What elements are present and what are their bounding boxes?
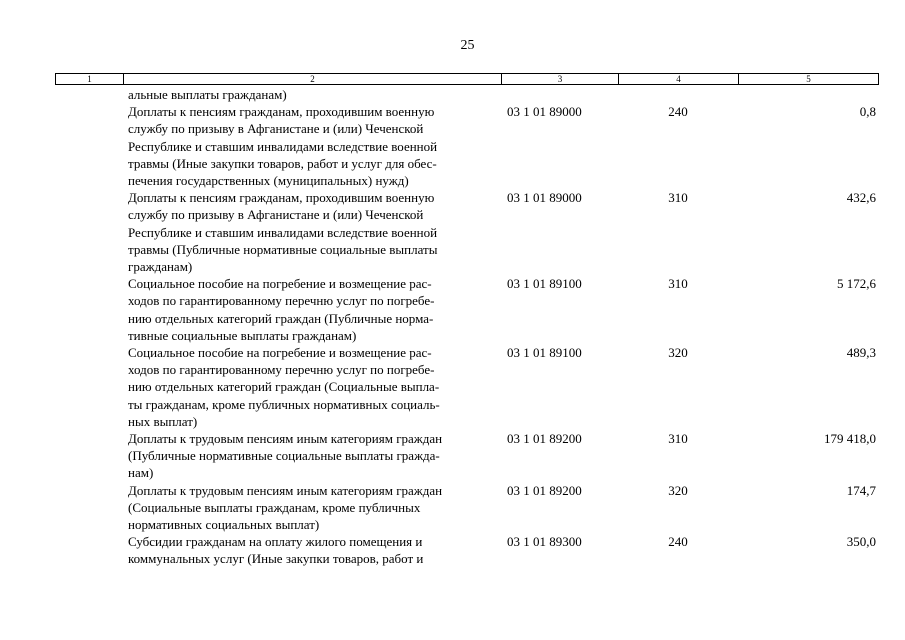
header-col-3: 3	[502, 74, 619, 84]
table-row	[55, 275, 879, 344]
header-col-1: 1	[56, 74, 124, 84]
table-row	[55, 189, 879, 275]
row-amount: 0,8	[859, 104, 876, 120]
row-description: Субсидии гражданам на оплату жилого помещения и коммунальных услуг (Иные закупки товаров, работ и	[128, 534, 424, 567]
row-amount: 350,0	[846, 534, 876, 550]
table-header	[55, 73, 879, 85]
row-type: 310	[668, 431, 688, 447]
table-row	[55, 482, 879, 534]
row-type: 310	[668, 276, 688, 292]
row-amount: 5 172,6	[837, 276, 876, 292]
row-description: Доплаты к пенсиям гражданам, проходившим военную службу по призыву в Афганистане и (или) Чеченской Республике и ставшим инвалидами вследствие военной травмы (Публичные нормативные социальные выплаты гражданам)	[128, 190, 438, 275]
row-type: 320	[668, 482, 688, 498]
table-row	[55, 533, 879, 567]
header-col-2: 2	[124, 74, 502, 84]
row-amount: 489,3	[846, 345, 876, 361]
row-amount: 179 418,0	[824, 431, 876, 447]
continuation-text: альные выплаты гражданам)	[128, 87, 287, 102]
header-col-4: 4	[619, 74, 739, 84]
row-code: 03 1 01 89000	[507, 190, 582, 206]
row-type: 320	[668, 345, 688, 361]
row-code: 03 1 01 89200	[507, 482, 582, 498]
row-type: 240	[668, 534, 688, 550]
row-code: 03 1 01 89200	[507, 431, 582, 447]
row-code: 03 1 01 89100	[507, 276, 582, 292]
table-row	[55, 430, 879, 482]
row-amount: 432,6	[846, 190, 876, 206]
row-description: Доплаты к трудовым пенсиям иным категориям граждан (Публичные нормативные социальные выплаты гражда- нам)	[128, 431, 443, 481]
table-row	[55, 344, 879, 430]
page-number: 25	[460, 38, 475, 53]
row-description: Доплаты к трудовым пенсиям иным категориям граждан (Социальные выплаты гражданам, кроме публичных нормативных социальных выплат)	[128, 482, 443, 533]
row-code: 03 1 01 89000	[507, 104, 582, 120]
header-col-5: 5	[806, 74, 811, 84]
row-type: 240	[668, 104, 688, 120]
row-description: Социальное пособие на погребение и возмещение рас- ходов по гарантированному перечню услуг по погребе- нию отдельных категорий граждан (Социальные выпла- ты гражданам, кроме публичных нормативных социаль- ных выплат)	[128, 345, 440, 429]
row-code: 03 1 01 89100	[507, 345, 582, 361]
continuation-row	[55, 86, 879, 103]
row-type: 310	[668, 190, 688, 206]
table-body	[55, 86, 879, 568]
row-code: 03 1 01 89300	[507, 534, 582, 550]
row-amount: 174,7	[846, 482, 876, 498]
table-row	[55, 103, 879, 189]
row-description: Социальное пособие на погребение и возмещение рас- ходов по гарантированному перечню услуг по погребе- нию отдельных категорий граждан (Публичные норма- тивные социальные выплаты гражданам)	[128, 276, 435, 343]
row-description: Доплаты к пенсиям гражданам, проходившим военную службу по призыву в Афганистане и (или) Чеченской Республике и ставшим инвалидами вследствие военной травмы (Иные закупки товаров, работ и услуг для обес- печения государственных (муниципальных) нужд)	[128, 104, 438, 189]
